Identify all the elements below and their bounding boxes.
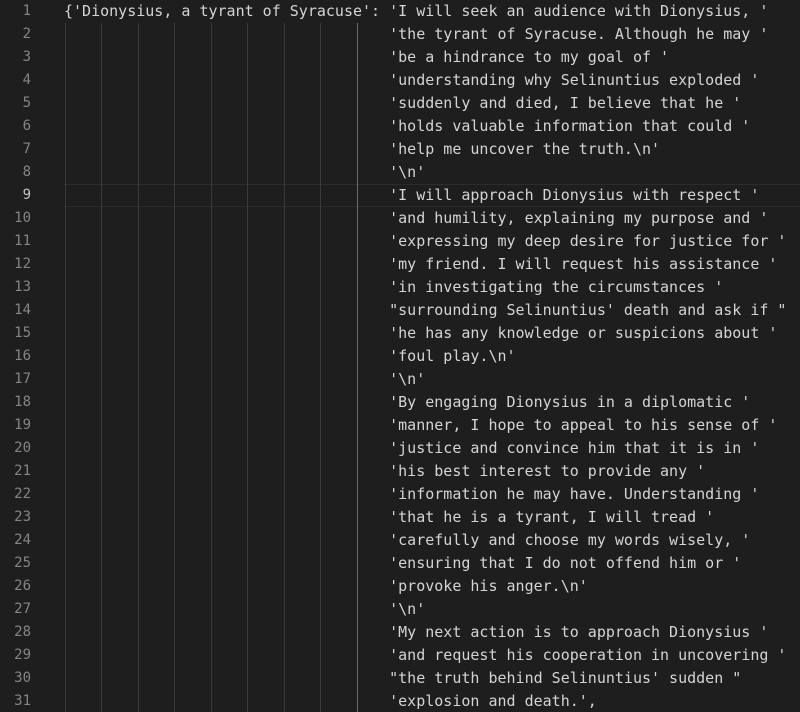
code-text[interactable]: 'manner, I hope to appeal to his sense of ' [64, 416, 778, 434]
code-line[interactable] [0, 92, 800, 115]
code-text[interactable]: 'By engaging Dionysius in a diplomatic ' [64, 393, 751, 411]
code-text[interactable]: 'foul play.\n' [64, 347, 516, 365]
code-text[interactable]: 'provoke his anger.\n' [64, 577, 588, 595]
code-line[interactable] [0, 391, 800, 414]
code-text[interactable]: 'my friend. I will request his assistance ' [64, 255, 778, 273]
code-text[interactable]: "the truth behind Selinuntius' sudden " [64, 669, 742, 687]
code-line[interactable] [0, 161, 800, 184]
code-line[interactable] [0, 483, 800, 506]
code-line[interactable] [0, 667, 800, 690]
code-text[interactable]: 'information he may have. Understanding ' [64, 485, 760, 503]
code-text[interactable]: {'Dionysius, a tyrant of Syracuse': 'I will seek an audience with Dionysius, ' [64, 2, 769, 20]
code-text[interactable]: 'be a hindrance to my goal of ' [64, 48, 670, 66]
code-line[interactable] [0, 207, 800, 230]
code-line[interactable] [0, 230, 800, 253]
code-line[interactable] [0, 299, 800, 322]
code-line[interactable] [0, 276, 800, 299]
code-line[interactable] [0, 552, 800, 575]
code-line[interactable] [0, 46, 800, 69]
code-line[interactable] [0, 115, 800, 138]
code-text[interactable]: 'My next action is to approach Dionysius ' [64, 623, 769, 641]
line-number: 16 [14, 348, 31, 364]
code-line[interactable] [0, 437, 800, 460]
code-line[interactable] [0, 69, 800, 92]
code-line[interactable] [0, 690, 800, 712]
code-text[interactable]: 'help me uncover the truth.\n' [64, 140, 661, 158]
code-text[interactable]: '\n' [64, 163, 426, 181]
line-number: 5 [22, 95, 31, 111]
line-number: 30 [14, 670, 31, 686]
code-line[interactable] [0, 345, 800, 368]
line-number: 19 [14, 417, 31, 433]
code-text[interactable]: 'explosion and death.', [64, 692, 597, 710]
code-text[interactable]: 'carefully and choose my words wisely, ' [64, 531, 751, 549]
line-number: 23 [14, 509, 31, 525]
line-number: 26 [14, 578, 31, 594]
line-number: 14 [14, 302, 31, 318]
code-line[interactable] [0, 644, 800, 667]
code-line[interactable] [0, 598, 800, 621]
line-number: 21 [14, 463, 31, 479]
code-line[interactable] [0, 460, 800, 483]
line-number: 12 [14, 256, 31, 272]
code-text[interactable]: 'justice and convince him that it is in ' [64, 439, 760, 457]
code-text[interactable]: 'understanding why Selinuntius exploded ' [64, 71, 760, 89]
code-text[interactable]: 'and humility, explaining my purpose and ' [64, 209, 769, 227]
code-line[interactable] [0, 322, 800, 345]
line-number: 17 [14, 371, 31, 387]
code-text[interactable]: 'the tyrant of Syracuse. Although he may ' [64, 25, 769, 43]
code-line[interactable] [0, 575, 800, 598]
code-text[interactable]: 'holds valuable information that could ' [64, 117, 751, 135]
code-line[interactable] [0, 184, 800, 207]
code-line[interactable] [0, 414, 800, 437]
code-text[interactable]: 'ensuring that I do not offend him or ' [64, 554, 742, 572]
line-number: 6 [22, 118, 31, 134]
code-text[interactable]: 'that he is a tyrant, I will tread ' [64, 508, 715, 526]
code-line[interactable] [0, 138, 800, 161]
code-text[interactable]: 'in investigating the circumstances ' [64, 278, 724, 296]
line-number: 1 [22, 3, 31, 19]
code-text[interactable]: 'suddenly and died, I believe that he ' [64, 94, 742, 112]
line-number: 7 [22, 141, 31, 157]
code-line[interactable] [0, 368, 800, 391]
line-number: 20 [14, 440, 31, 456]
line-number: 28 [14, 624, 31, 640]
code-text[interactable]: '\n' [64, 600, 426, 618]
line-number: 3 [22, 49, 31, 65]
code-line[interactable] [0, 506, 800, 529]
code-text[interactable]: 'he has any knowledge or suspicions about ' [64, 324, 778, 342]
line-number: 11 [14, 233, 31, 249]
code-text[interactable]: 'his best interest to provide any ' [64, 462, 706, 480]
line-number: 18 [14, 394, 31, 410]
line-number: 24 [14, 532, 31, 548]
code-line[interactable] [0, 253, 800, 276]
line-number: 25 [14, 555, 31, 571]
line-number: 4 [22, 72, 31, 88]
code-line[interactable] [0, 529, 800, 552]
code-line[interactable] [0, 23, 800, 46]
line-number: 27 [14, 601, 31, 617]
line-number: 9 [22, 187, 31, 203]
code-line[interactable] [0, 621, 800, 644]
line-number: 2 [22, 26, 31, 42]
code-text[interactable]: "surrounding Selinuntius' death and ask if " [64, 301, 787, 319]
code-text[interactable]: 'and request his cooperation in uncovering ' [64, 646, 787, 664]
code-text[interactable]: 'I will approach Dionysius with respect ' [64, 186, 760, 204]
line-number: 29 [14, 647, 31, 663]
line-number: 31 [14, 693, 31, 709]
line-number: 22 [14, 486, 31, 502]
line-number: 13 [14, 279, 31, 295]
code-line[interactable] [0, 0, 800, 23]
line-number: 8 [22, 164, 31, 180]
code-text[interactable]: '\n' [64, 370, 426, 388]
line-number: 10 [14, 210, 31, 226]
line-number: 15 [14, 325, 31, 341]
code-text[interactable]: 'expressing my deep desire for justice for ' [64, 232, 787, 250]
